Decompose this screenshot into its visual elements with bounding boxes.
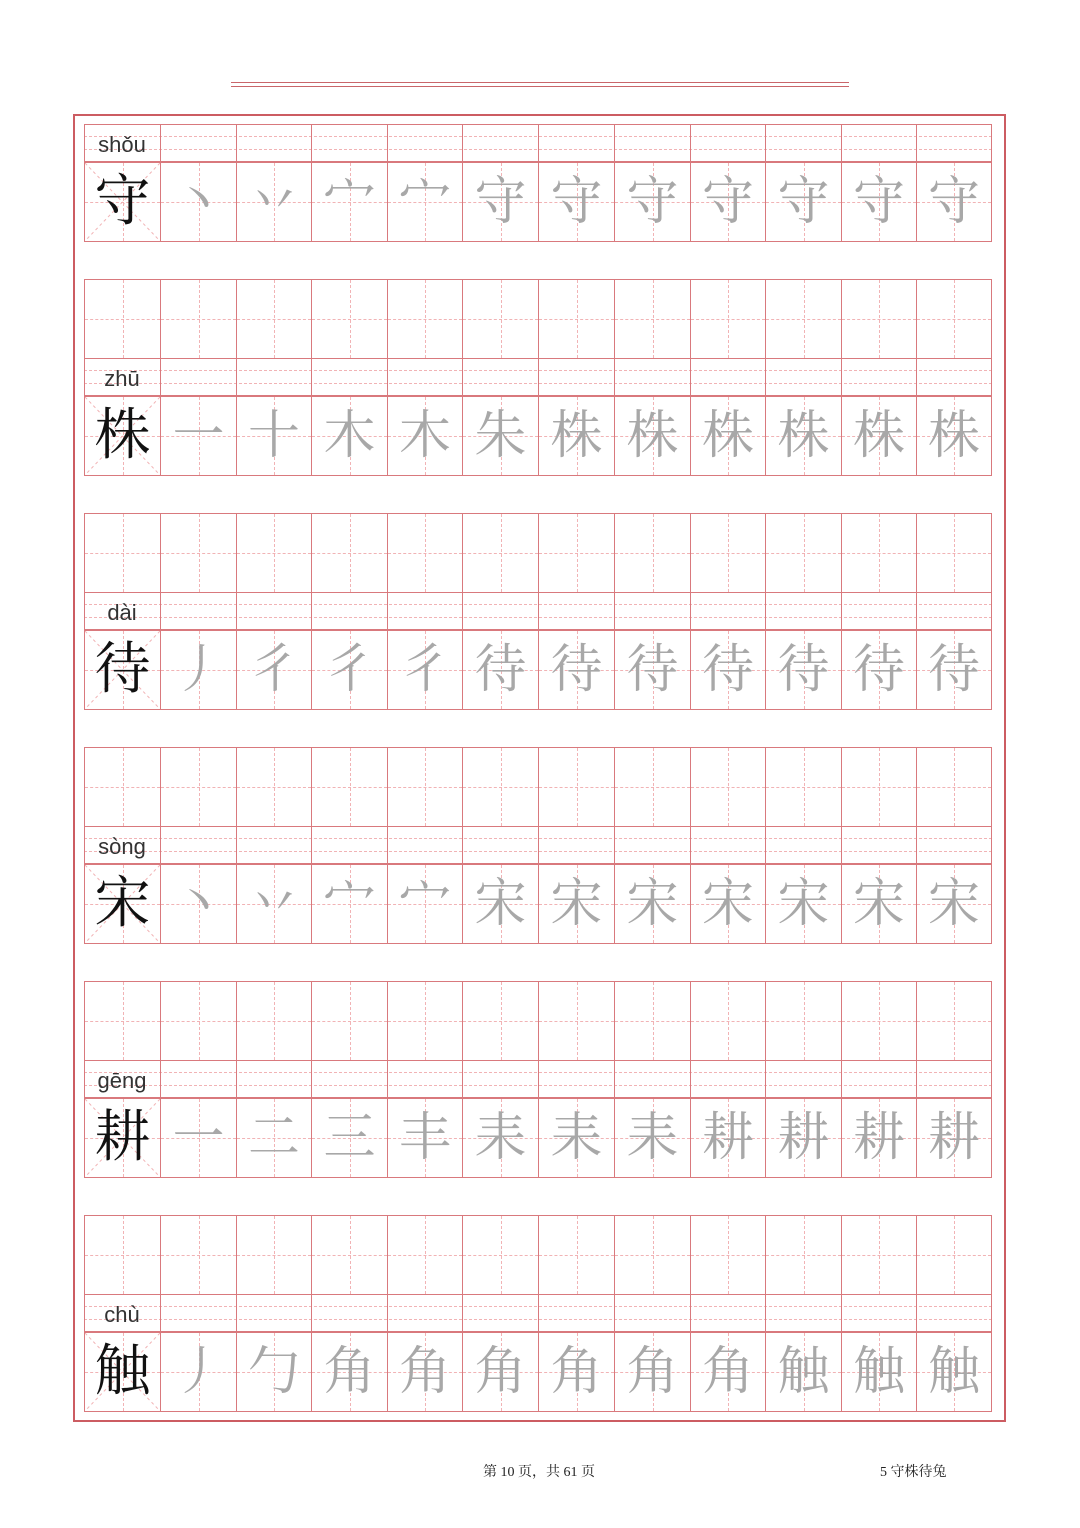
pinyin-label: chù (104, 1302, 140, 1327)
stroke-step: 一 (172, 1108, 225, 1168)
stroke-step: 丶 (172, 172, 225, 232)
stroke-order-cell (387, 864, 462, 944)
character-block (84, 826, 992, 1060)
writing-cell (538, 1215, 614, 1295)
stroke-step: 触 (852, 1342, 905, 1402)
writing-cell (614, 747, 690, 827)
practice-row (84, 747, 992, 827)
writing-cell (690, 1215, 765, 1295)
practice-row (84, 981, 992, 1061)
stroke-step: 木 (323, 406, 376, 466)
stroke-order-cell (690, 864, 765, 944)
writing-cell (462, 1215, 538, 1295)
writing-cell (311, 279, 387, 359)
stroke-order-cell (841, 864, 916, 944)
pinyin-row (84, 1294, 992, 1332)
stroke-step: 角 (626, 1342, 679, 1402)
stroke-order-cell (236, 162, 311, 242)
writing-cell (538, 981, 614, 1061)
writing-cell (160, 279, 236, 359)
writing-cell (236, 981, 311, 1061)
header-rule-top (231, 82, 849, 83)
stroke-step: 一 (172, 406, 225, 466)
trace-row (84, 864, 992, 944)
stroke-order-cell (387, 630, 462, 710)
stroke-order-cell (690, 1098, 765, 1178)
stroke-step: 待 (550, 640, 603, 700)
writing-cell (690, 747, 765, 827)
writing-cell (690, 981, 765, 1061)
writing-cell (84, 513, 160, 593)
stroke-step: 待 (474, 640, 527, 700)
stroke-step: 丷 (247, 874, 300, 934)
writing-cell (236, 1215, 311, 1295)
writing-cell (614, 513, 690, 593)
stroke-step: 株 (927, 406, 980, 466)
writing-cell (462, 981, 538, 1061)
stroke-order-cell (311, 162, 387, 242)
writing-cell (916, 981, 992, 1061)
model-character: 耕 (94, 1105, 151, 1170)
writing-cell (765, 513, 841, 593)
model-character-cell (84, 630, 160, 710)
writing-cell (160, 1215, 236, 1295)
stroke-step: 守 (550, 172, 603, 232)
writing-cell (84, 1215, 160, 1295)
model-character-cell (84, 396, 160, 476)
writing-cell (462, 279, 538, 359)
stroke-order-cell (841, 1098, 916, 1178)
stroke-step: 勹 (247, 1342, 300, 1402)
writing-cell (387, 747, 462, 827)
stroke-step: 宋 (474, 874, 527, 934)
stroke-order-cell (160, 630, 236, 710)
stroke-order-cell (614, 630, 690, 710)
stroke-step: 待 (701, 640, 754, 700)
stroke-step: 守 (852, 172, 905, 232)
trace-row (84, 1332, 992, 1412)
lesson-title: 5 守株待兔 (880, 1465, 947, 1480)
writing-cell (84, 747, 160, 827)
practice-row (84, 513, 992, 593)
model-character-cell (84, 1098, 160, 1178)
stroke-step: 耕 (701, 1108, 754, 1168)
stroke-step: 待 (626, 640, 679, 700)
stroke-order-cell (311, 1332, 387, 1412)
stroke-step: 宀 (323, 874, 376, 934)
stroke-order-cell (765, 1098, 841, 1178)
writing-cell (387, 279, 462, 359)
pinyin-label: shǒu (98, 132, 146, 157)
model-character: 触 (94, 1339, 151, 1404)
stroke-order-cell (311, 630, 387, 710)
stroke-step: 宋 (852, 874, 905, 934)
stroke-order-cell (462, 1098, 538, 1178)
model-character-cell (84, 162, 160, 242)
stroke-step: 耕 (852, 1108, 905, 1168)
stroke-step: 宀 (398, 874, 451, 934)
stroke-step: 触 (777, 1342, 830, 1402)
stroke-step: 角 (550, 1342, 603, 1402)
writing-cell (311, 513, 387, 593)
pinyin-label: zhū (104, 366, 140, 391)
pinyin-label: sòng (98, 834, 146, 859)
character-block (84, 358, 992, 592)
stroke-order-cell (160, 162, 236, 242)
stroke-order-cell (538, 864, 614, 944)
stroke-order-cell (311, 864, 387, 944)
writing-cell (538, 513, 614, 593)
stroke-order-cell (916, 162, 992, 242)
stroke-step: 角 (701, 1342, 754, 1402)
stroke-order-cell (236, 396, 311, 476)
writing-cell (614, 981, 690, 1061)
stroke-order-cell (462, 396, 538, 476)
stroke-order-cell (236, 1332, 311, 1412)
stroke-order-cell (841, 162, 916, 242)
writing-cell (84, 279, 160, 359)
character-block (84, 124, 992, 358)
writing-cell (765, 1215, 841, 1295)
pinyin-label: dài (107, 600, 137, 625)
stroke-order-cell (916, 1332, 992, 1412)
writing-cell (614, 279, 690, 359)
stroke-order-cell (538, 1098, 614, 1178)
stroke-step: 宋 (927, 874, 980, 934)
stroke-step: 待 (777, 640, 830, 700)
character-block (84, 1294, 992, 1412)
pinyin-row (84, 124, 992, 162)
stroke-order-cell (160, 1332, 236, 1412)
trace-row (84, 396, 992, 476)
stroke-step: 角 (398, 1342, 451, 1402)
stroke-order-cell (236, 630, 311, 710)
practice-row (84, 279, 992, 359)
stroke-order-cell (765, 1332, 841, 1412)
stroke-order-cell (160, 396, 236, 476)
model-character-cell (84, 1332, 160, 1412)
writing-cell (387, 513, 462, 593)
stroke-order-cell (538, 162, 614, 242)
stroke-step: 守 (626, 172, 679, 232)
model-character: 守 (94, 169, 151, 234)
writing-cell (538, 279, 614, 359)
stroke-step: 丿 (172, 640, 225, 700)
writing-cell (690, 513, 765, 593)
stroke-step: 守 (777, 172, 830, 232)
stroke-order-cell (614, 162, 690, 242)
stroke-step: 宋 (777, 874, 830, 934)
stroke-order-cell (690, 630, 765, 710)
stroke-step: 木 (398, 406, 451, 466)
stroke-order-cell (916, 1098, 992, 1178)
stroke-order-cell (387, 1098, 462, 1178)
writing-cell (765, 747, 841, 827)
writing-cell (311, 747, 387, 827)
writing-cell (160, 981, 236, 1061)
trace-row (84, 1098, 992, 1178)
stroke-order-cell (916, 630, 992, 710)
header-rule-bottom (231, 86, 849, 87)
stroke-order-cell (614, 396, 690, 476)
writing-cell (160, 513, 236, 593)
stroke-step: 宀 (398, 172, 451, 232)
writing-cell (236, 279, 311, 359)
stroke-order-cell (765, 630, 841, 710)
stroke-step: 丷 (247, 172, 300, 232)
stroke-step: 耒 (550, 1108, 603, 1168)
stroke-order-cell (765, 864, 841, 944)
writing-cell (311, 981, 387, 1061)
stroke-order-cell (236, 1098, 311, 1178)
stroke-step: 十 (247, 406, 300, 466)
writing-cell (765, 279, 841, 359)
stroke-step: 触 (927, 1342, 980, 1402)
stroke-order-cell (916, 864, 992, 944)
stroke-order-cell (462, 1332, 538, 1412)
writing-cell (311, 1215, 387, 1295)
writing-cell (614, 1215, 690, 1295)
stroke-step: 宋 (701, 874, 754, 934)
stroke-step: 守 (701, 172, 754, 232)
stroke-order-cell (160, 1098, 236, 1178)
pinyin-row (84, 826, 992, 864)
stroke-step: 三 (323, 1108, 376, 1168)
writing-cell (841, 747, 916, 827)
stroke-step: 丰 (398, 1108, 451, 1168)
stroke-order-cell (387, 162, 462, 242)
stroke-step: 株 (550, 406, 603, 466)
stroke-order-cell (236, 864, 311, 944)
stroke-step: 守 (474, 172, 527, 232)
model-character-cell (84, 864, 160, 944)
writing-cell (916, 1215, 992, 1295)
stroke-order-cell (462, 162, 538, 242)
stroke-order-cell (916, 396, 992, 476)
writing-cell (841, 1215, 916, 1295)
model-character: 宋 (94, 871, 151, 936)
stroke-step: 宋 (550, 874, 603, 934)
writing-cell (387, 981, 462, 1061)
writing-cell (841, 279, 916, 359)
character-block (84, 592, 992, 826)
stroke-step: 株 (852, 406, 905, 466)
writing-cell (236, 513, 311, 593)
stroke-order-cell (538, 396, 614, 476)
stroke-step: 彳 (247, 640, 300, 700)
stroke-step: 彳 (323, 640, 376, 700)
stroke-step: 耒 (626, 1108, 679, 1168)
stroke-order-cell (462, 864, 538, 944)
model-character: 待 (94, 637, 151, 702)
stroke-order-cell (690, 162, 765, 242)
writing-cell (462, 513, 538, 593)
stroke-order-cell (690, 1332, 765, 1412)
stroke-order-cell (841, 396, 916, 476)
stroke-step: 宀 (323, 172, 376, 232)
stroke-order-cell (387, 1332, 462, 1412)
writing-cell (916, 279, 992, 359)
stroke-step: 丶 (172, 874, 225, 934)
writing-cell (387, 1215, 462, 1295)
stroke-step: 耒 (474, 1108, 527, 1168)
stroke-order-cell (690, 396, 765, 476)
pinyin-row (84, 1060, 992, 1098)
stroke-order-cell (614, 864, 690, 944)
writing-cell (236, 747, 311, 827)
practice-row (84, 1215, 992, 1295)
stroke-step: 株 (777, 406, 830, 466)
writing-cell (690, 279, 765, 359)
writing-cell (160, 747, 236, 827)
pinyin-row (84, 358, 992, 396)
stroke-order-cell (160, 864, 236, 944)
model-character: 株 (94, 403, 151, 468)
stroke-step: 耕 (777, 1108, 830, 1168)
trace-row (84, 162, 992, 242)
writing-cell (841, 981, 916, 1061)
stroke-step: 二 (247, 1108, 300, 1168)
trace-row (84, 630, 992, 710)
stroke-step: 株 (626, 406, 679, 466)
stroke-step: 角 (323, 1342, 376, 1402)
stroke-step: 宋 (626, 874, 679, 934)
writing-cell (538, 747, 614, 827)
stroke-order-cell (311, 396, 387, 476)
pinyin-row (84, 592, 992, 630)
stroke-order-cell (841, 1332, 916, 1412)
stroke-order-cell (614, 1098, 690, 1178)
stroke-step: 守 (927, 172, 980, 232)
pinyin-label: gēng (97, 1068, 147, 1093)
stroke-order-cell (462, 630, 538, 710)
stroke-step: 朱 (474, 406, 527, 466)
stroke-order-cell (841, 630, 916, 710)
stroke-step: 彳 (398, 640, 451, 700)
writing-cell (841, 513, 916, 593)
writing-cell (916, 747, 992, 827)
writing-cell (462, 747, 538, 827)
writing-cell (765, 981, 841, 1061)
page-number: 第 10 页，共 61 页 (483, 1465, 595, 1480)
stroke-order-cell (765, 396, 841, 476)
stroke-step: 角 (474, 1342, 527, 1402)
stroke-order-cell (311, 1098, 387, 1178)
stroke-order-cell (614, 1332, 690, 1412)
stroke-step: 待 (852, 640, 905, 700)
stroke-step: 耕 (927, 1108, 980, 1168)
writing-cell (916, 513, 992, 593)
character-block (84, 1060, 992, 1294)
writing-cell (84, 981, 160, 1061)
stroke-step: 株 (701, 406, 754, 466)
stroke-step: 丿 (172, 1342, 225, 1402)
stroke-order-cell (387, 396, 462, 476)
stroke-order-cell (765, 162, 841, 242)
stroke-order-cell (538, 630, 614, 710)
stroke-step: 待 (927, 640, 980, 700)
stroke-order-cell (538, 1332, 614, 1412)
